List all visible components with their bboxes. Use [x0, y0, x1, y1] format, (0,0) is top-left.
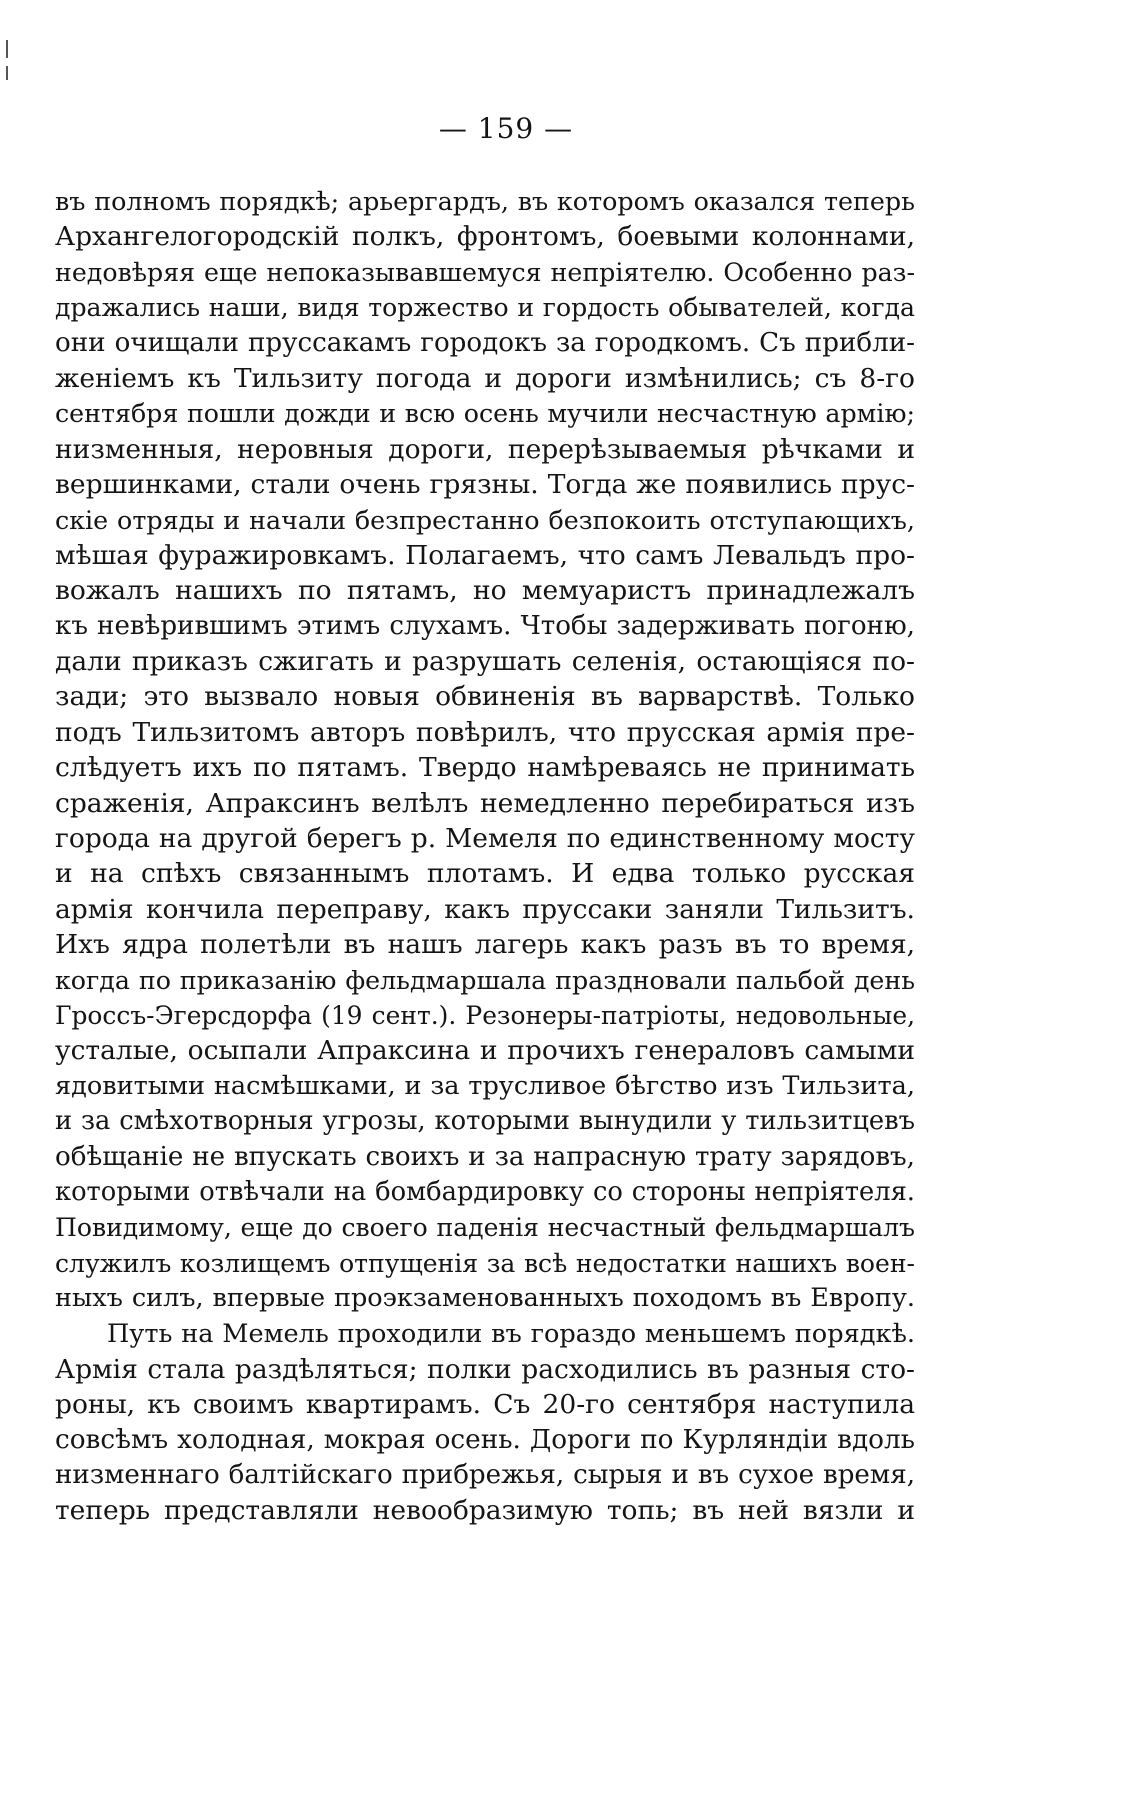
text-line: теперь представляли невообразимую топь; въ ней вязли и [55, 1495, 915, 1527]
text-line: и за смѣхотворныя угрозы, которыми вынудили у тильзитцевъ [55, 1106, 915, 1137]
text-line: вожалъ нашихъ по пятамъ, но мемуаристъ принадлежалъ [55, 575, 915, 607]
page-number: — 159 — [438, 112, 574, 145]
text-line: дали приказъ сжигать и разрушать селенія, остающіяся по- [55, 646, 915, 678]
text-line: которыми отвѣчали на бомбардировку со стороны непріятеля. [55, 1176, 915, 1207]
text-line: Ихъ ядра полетѣли въ нашъ лагерь какъ разъ въ то время, [55, 929, 915, 961]
text-line: недовѣряя еще непоказывавшемуся непріятелю. Особенно раз- [55, 257, 915, 287]
paragraph-end-line: ныхъ силъ, впервые проэкзаменованныхъ походомъ въ Европу. [55, 1283, 915, 1314]
text-line: вершинками, стали очень грязны. Тогда же появились прус- [55, 469, 915, 501]
text-line: зади; это вызвало новыя обвиненія въ варварствѣ. Только [55, 681, 915, 713]
text-line: роны, къ своимъ квартирамъ. Съ 20-го сентября наступила [55, 1389, 915, 1421]
text-line: они очищали пруссакамъ городокъ за городкомъ. Съ прибли- [55, 327, 915, 358]
text-line: служилъ козлищемъ отпущенія за всѣ недостатки нашихъ воен- [55, 1248, 915, 1278]
scan-edge-mark [6, 66, 8, 80]
text-line: совсѣмъ холодная, мокрая осень. Дороги по Курляндіи вдоль [55, 1424, 915, 1455]
text-line: подъ Тильзитомъ авторъ повѣрилъ, что прусская армія пре- [55, 716, 915, 748]
text-line: дражались наши, видя торжество и гордость обывателей, когда [55, 293, 915, 323]
body-text [55, 184, 915, 1529]
text-line: армія кончила переправу, какъ пруссаки заняли Тильзитъ. [55, 893, 915, 925]
text-line: къ невѣрившимъ этимъ слухамъ. Чтобы задерживать погоню, [55, 610, 915, 641]
text-line: Гроссъ-Эгерсдорфа (19 сент.). Резонеры-патріоты, недовольные, [55, 1000, 915, 1030]
text-line: и на спѣхъ связаннымъ плотамъ. И едва только русская [55, 858, 915, 890]
text-line: мѣшая фуражировкамъ. Полагаемъ, что самъ Левальдъ про- [55, 539, 915, 571]
text-line: женіемъ къ Тильзиту погода и дороги измѣнились; съ 8-го [55, 362, 915, 394]
text-line: обѣщаніе не впускать своихъ и за напрасную трату зарядовъ, [55, 1141, 915, 1172]
text-line: города на другой берегъ р. Мемеля по единственному мосту [55, 823, 915, 855]
text-line: когда по приказанію фельдмаршала праздновали пальбой день [55, 965, 915, 995]
text-line: Архангелогородскій полкъ, фронтомъ, боевыми колоннами, [55, 221, 915, 253]
text-line: въ полномъ порядкѣ; арьергардъ, въ которомъ оказался теперь [55, 186, 915, 216]
text-line: сентября пошли дожди и всю осень мучили несчастную армію; [55, 399, 915, 429]
paragraph-start-line: Путь на Мемель проходили въ гораздо меньшемъ порядкѣ. [107, 1318, 915, 1349]
text-line: низменнаго балтійскаго прибрежья, сырыя и въ сухое время, [55, 1460, 915, 1491]
text-line: Повидимому, еще до своего паденія несчастный фельдмаршалъ [55, 1213, 915, 1243]
text-line: сраженія, Апраксинъ велѣлъ немедленно перебираться изъ [55, 787, 915, 819]
text-line: низменныя, неровныя дороги, перерѣзываемыя рѣчками и [55, 433, 915, 465]
scan-edge-mark [6, 40, 8, 58]
text-line: Армія стала раздѣляться; полки расходились въ разныя сто- [55, 1353, 915, 1385]
text-line: ядовитыми насмѣшками, и за трусливое бѣгство изъ Тильзита, [55, 1070, 915, 1101]
text-line: слѣдуетъ ихъ по пятамъ. Твердо намѣреваясь не принимать [55, 752, 915, 784]
text-line: усталые, осыпали Апраксина и прочихъ генераловъ самыми [55, 1035, 915, 1067]
text-line: скіе отряды и начали безпрестанно безпокоить отступающихъ, [55, 504, 915, 535]
